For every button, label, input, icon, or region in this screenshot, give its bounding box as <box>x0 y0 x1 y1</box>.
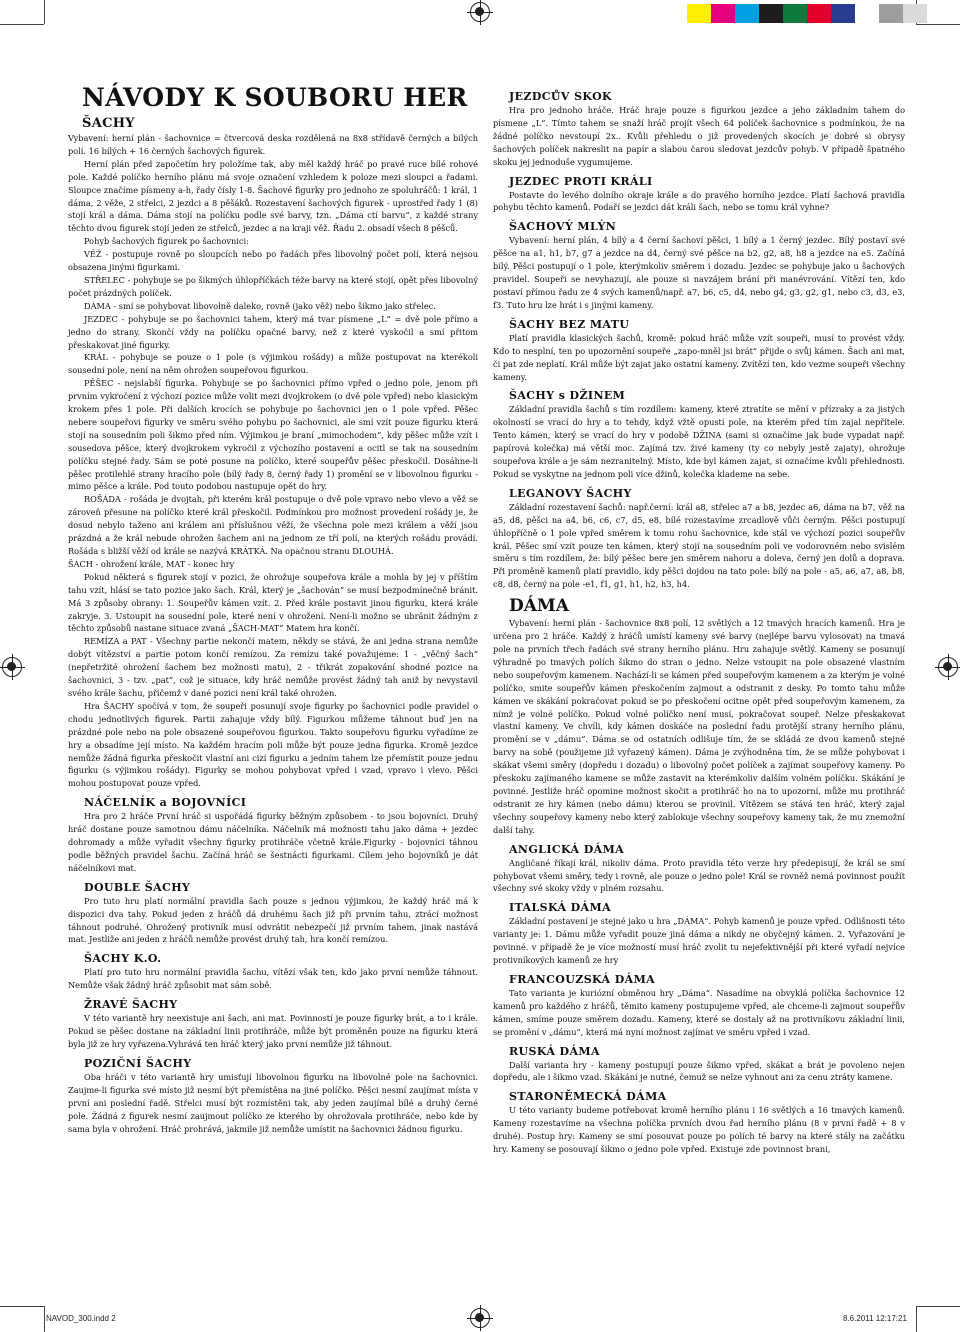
body-paragraph: Tato varianta je kuriózní obměnou hry „Dáma“. Nasadíme na obvyklá políčka šachovnice 12 kamenů pro každého z hráčů, těmito kameny postupujeme vpřed, ale chceme-li zajmout soupeřův kámen, smíme pouze směrem dozadu. Kameny, které se dostaly až na protivníkovu základní linii, se promění v „dámu“, která má nyní možnost zajímat ve směru vpřed i vzad. <box>493 987 905 1037</box>
color-bar-swatch <box>687 4 711 23</box>
color-bar-swatch <box>759 4 783 23</box>
body-paragraph: ŠACH - ohrožení krále, MAT - konec hry <box>68 558 235 569</box>
body-paragraph: VĚŽ - postupuje rovně po sloupcích nebo po řadách přes libovolný počet polí, která nejsou obsazena jinými figurkami. <box>68 249 478 273</box>
body-paragraph: Vybavení: herní plán - šachovnice = čtvercová deska rozdělená na 8x8 střídavě černých a bílých polí. 16 bílých + 16 černých šachových figurek. <box>68 133 478 156</box>
body-paragraph: Základní rozestavení šachů: např.černí: král a8, střelec a7 a b8, jezdec a6, dáma na b7, věž na a5, d8, pěšci na a4, b6, c6, c7, d5, e8, bílé rozestavíme zrcadlově vůči černým. Pěšci postupují úhlopříčně o 1 pole vpřed směrem k tomu rohu šachovnice, kde stál ve výchozí pozici soupeřův král. Pěšec smí vzít pouze ten kámen, který stojí na sousedním poli ve vodorovném nebo svislém směru s tím rozdílem, že: bílý pěšec bere jen směrem nahoru a doleva, černý jen dolů a doprava. Při proměně kamenů platí pravidlo, kdy pěšci dojdou na tato pole: bílý na pole - a5, a6, a7, a8, b8, c8, d8, černý na pole -e1, f1, g1, h1, h2, h3, h4. <box>493 501 905 590</box>
section-title: DÁMA <box>509 596 569 617</box>
body-paragraph: REMÍZA a PAT - Všechny partie nekončí matem, někdy se stává, že ani jedna strana nemůže dobýt vítězství a partie potom končí remízou. Za remízu také považujeme: 1 - „věčný šach“ (nepřetržité ohrožení šachem bez možnosti matu), 2 - třikrát zopakování shodné pozice na šachovnici, 3 - tzv. „pat“, což je situace, kdy hráč nemůže provést žádný tah aniž by nevystavil svého krále šachu, přičemž v dané pozici není král také ohrožen. <box>68 636 478 698</box>
body-paragraph: V této variantě hry neexistuje ani šach, ani mat. Povinností je pouze figurky brát, a to i krále. Pokud se pěšec dostane na základní linii protihráče, může být proměněn pouze na figurku která byla již ze hry vyřazena.Vyhrává ten hráč který jako první nemůže již táhnout. <box>68 1013 478 1049</box>
registration-mark-top <box>470 2 490 22</box>
section-heading: POZIČNÍ ŠACHY <box>84 1056 192 1070</box>
body-paragraph: U této varianty budeme potřebovat kromě herního plánu i 16 světlých a 16 tmavých kamenů. Kameny rozestavíme na všechna políčka prvních dvou řad herního plánu (8 v první řadě + 8 v druhé). Postup hry: Kameny se smí posouvat pouze po polích té barvy na které stály na začátku hry. Kameny se posouvají šikmo o jedno pole vpřed. Existuje zde povinnost brani, <box>493 1105 905 1155</box>
body-paragraph: Platí pro tuto hru normální pravidla šachu, vítězí však ten, kdo jako první nemůže táhnout. Nemůže však žádný hráč způsobit mat sám sobě. <box>68 967 478 991</box>
section-heading: JEZDEC PROTI KRÁLI <box>509 174 653 188</box>
crop-mark <box>916 1306 960 1307</box>
section-title: ŠACHY <box>82 116 135 131</box>
section-heading: STARONĚMECKÁ DÁMA <box>509 1090 667 1104</box>
crop-mark <box>0 1306 44 1307</box>
section-heading: NÁČELNÍK a BOJOVNÍCI <box>84 796 247 810</box>
color-bar-swatch <box>879 4 903 23</box>
crop-mark <box>916 24 960 25</box>
right-column <box>493 84 905 1156</box>
crop-mark <box>44 0 45 24</box>
body-paragraph: Základní pravidla šachů s tím rozdílem: kameny, které ztratíte se mění v přízraky a za jistých okolností se vrací do hry a to tehdy, když vžtě opustí pole, na kterém před tím zajal nepřítele. Tento kámen, který se vrací do hry v podobě DŽINA (sami si označíme jak bude vypadat např. papírová kolečka) má větší moc. Zajímá tzv. živé kameny (ty co nebyly jestě zajaty), ohrožuje soupeřova krále a je sám nezranitelný. Místo, kde byl kámen zajat, si označíme kvůli přehlednosti. Pokud se vyskytne na jednom poli více džinů, kolečka klademe na sebe. <box>493 404 905 479</box>
crop-mark <box>44 1306 45 1332</box>
section-heading: FRANCOUZSKÁ DÁMA <box>509 972 656 986</box>
registration-mark-bottom <box>470 1308 490 1328</box>
section-heading: ANGLICKÁ DÁMA <box>509 842 625 856</box>
left-column <box>68 84 478 1135</box>
body-paragraph: Další varianta hry - kameny postupují pouze šikmo vpřed, skákat a brát je povoleno nejen dopředu, ale i šikmo vzad. Skákání je nutné, čemuž se nelze vyhnout ani za cenu ztráty kamene. <box>493 1059 905 1083</box>
section-heading: ITALSKÁ DÁMA <box>509 901 612 915</box>
section-heading: ŽRAVÉ ŠACHY <box>84 998 178 1012</box>
body-paragraph: Postavte do levého dolního okraje krále a do pravého horního jezdce. Platí šachová pravidla pohybu těchto kamenů. Podaří se jezdci dát králi šach, nebo se tomu král vyhne? <box>493 189 905 213</box>
body-paragraph: JEZDEC - pohybuje se po šachovnici tahem, který má tvar písmene „L“ = dvě pole přímo a jedno do strany. Skončí vždy na políčku opačné barvy, než z které vyskočil a smí přitom přeskakovat jiné figurky. <box>68 313 478 350</box>
body-paragraph: Pokud některá s figurek stojí v pozici, že ohrožuje soupeřova krále a mohla by jej v příštím tahu vzít, hlásí se tato pozice jako šach. Král, který je „šachován“ se musí bezpodmínečně bránit. Má 3 způsoby obrany: 1. Soupeřův kámen vzít. 2. Před krále postavit jinou figurku, která krále zakryje. 3. Ustoupit na sousední pole, které není v ohrožení. Není-li možno se ubránit žádným z těchto způsobů nastane situace zvaná „ŠACH-MAT“ Matem hra končí. <box>68 571 478 634</box>
body-paragraph: Vybavení: herní plán - šachovnice 8x8 polí, 12 světlých a 12 tmavých hracích kamenů. Hra je určena pro 2 hráče. Každý z hráčů umístí kameny své barvy (nejlépe barvu vylosovat) na tmavá pole na prvních třech řadách své strany herního plánu. Hru zahajuje světlý. Kameny se posunují výhradně po tmavých polích šikmo do stran o jedno. Nelze vstoupit na pole obsazené vlastním nebo soupeřovým kamenem. Nachází-li se kámen před soupeřovým kamenem a za kterým je volné políčko, smite soupeřův kámen přeskočením zajmout a odstranit z desky. Po tomto tahu může kámen ve skákání pokračovat pokud se po přeskočení ocitne opět před soupeřovým kamenem, za nímž je volné políčko. Pokud volné políčko není musí, pokračovat soupeř. Nelze přeskakovat vlastní kameny. Ve chvíli, kdy kámen doskáče na poslední řadu protější strany herního plánu, promění se v „dámu“. Dáma se od ostatních odlišuje tím, že se skládá ze dvou kamenů stejné barvy na sobě (použijeme již vyřazený kámen). Dáma je zvýhodněna tím, že se může pohybovat i skákat všemi směry (dopředu i dozadu) o libovolný počet políček a zajímat soupeřovy kameny. Po přeskoku zajímaného kamene se může zastavit na kterémkoliv dalším volném políčku. Skákání je povinné. Jestliže hráč opomine možnost skočit a protihráč ho na to upozorní, může mu protihráč odstranit ze hry kámen (nebo dámu) kterou se provinil. Vítězem se stává ten hráč, který zajal všechny soupeřovy kameny nebo který zablokuje všechny soupeřovy kameny tak, že mu znemožní další tahy. <box>493 618 905 835</box>
body-paragraph: KRÁL - pohybuje se pouze o 1 pole (s výjimkou rošády) a může postupovat na kterékoli sousední pole, není na něm ohrožen soupeřovou figurkou. <box>68 352 478 376</box>
color-bars <box>687 4 927 23</box>
color-bar-swatch <box>783 4 807 23</box>
section-heading: ŠACHY BEZ MATU <box>509 317 630 331</box>
color-bar-swatch <box>807 4 831 23</box>
body-paragraph: STŘELEC - pohybuje se po šikmých úhlopříčkách téže barvy na které stojí, opět přes libovolný počet prázdných políček. <box>68 274 478 298</box>
page-title: NÁVODY K SOUBORU HER <box>82 83 468 112</box>
body-paragraph: Hra pro 2 hráče První hráč si uspořádá figurky běžným způsobem - to jsou bojovníci. Druhý hráč dostane pouze samotnou dámu náčelníka. Náčelník má možnosti tahu jako dáma + jezdec dohromady a může vyřadit všechny figurky protihráče včetně krále.Figurky - bojovníci táhnou podle běžných pravidel šachu. Začíná hráč se šestnácti figurkami. Cílem jeho bojovníků je dát náčelníkovi mat. <box>68 811 478 873</box>
body-paragraph: ROŠÁDA - rošáda je dvojtah, při kterém král postupuje o dvě pole vpravo nebo vlevo a věž se zároveň přesune na políčko které král přeskočil. Podmínkou pro možnost provedení rošády je, že dosud nebylo taženo ani králem ani příslušnou věží, že všechna pole mezi králem a věží jsou prázdná a že král nebude ohrožen šachem ani na jednom ze tří polí, na kterých rošádu provádí. Rošáda s bližší věží od krále se nazývá KRÁTKÁ. Na opačnou stranu DLOUHÁ. <box>68 494 478 556</box>
section-heading: ŠACHY K.O. <box>84 952 162 966</box>
section-heading: LEGANOVY ŠACHY <box>509 486 632 500</box>
color-bar-swatch <box>855 4 879 23</box>
registration-mark-right <box>938 657 958 677</box>
section-heading: DOUBLE ŠACHY <box>84 880 191 894</box>
color-bar-swatch <box>711 4 735 23</box>
body-paragraph: Základní postavení je stejné jako u hra „DÁMA“. Pohyb kamenů je pouze vpřed. Odlišnosti této varianty je: 1. Dámu může vyřadit pouze jiná dáma a nikdy ne obyčejný kámen. 2. Vyřazování je povinné. v případě že je více možností musí hráč zvolit tu nejefektivnější při které vyřadí nejvíce protivníkových kamenů ze hry <box>493 916 905 966</box>
color-bar-swatch <box>735 4 759 23</box>
body-paragraph: Platí pravidla klasických šachů, kromě: pokud hráč může vzít soupeři, musí to provést vždy. Kdo to nesplní, ten po upozornění soupeře „zapo-mněl jsi brát“ přijde o svůj kámen. Šach ani mat, či pat zde neplatí. Král může být zajat jako ostatní kameny. Zvítězí ten, kdo vezme soupeři všechny kameny. <box>493 332 905 382</box>
body-paragraph: Hra ŠACHY spočívá v tom, že soupeři posunují svoje figurky po šachovnici podle pravidel o chodu jednotlivých figurek. Partii zahajuje vždy bílý. Figurkou můžeme táhnout buď jen na prázdné pole nebo na pole obsazené soupeřovou figurkou. Takto soupeřovu figurku vyřadíme ze hry a obsadíme její místo. Na každém hracím poli může být pouze jedna figurka. Kromě jezdce nemůže žádná figurka přeskočit vlastní ani cizí figurku a jedním tahem lze přemístit pouze jednu figurku (s výjimkou rošády). Figurky se mohou pohybovat vpřed i vzad, vpravo i vlevo. Pěšci mohou postupovat pouze vpřed. <box>68 700 478 789</box>
body-paragraph: Pro tuto hru platí normální pravidla šach pouze s jednou výjimkou, že každý hráč má k dispozici dva tahy. Pokud jeden z hráčů dá druhému šach již při prvním tahu, ztrácí možnost táhnout podruhé. Ohrožený protivník musí odvrátit nebezpečí již prvním tahem, jinak nastává mat. Jestliže ani jeden z hráčů nemůže provést druhý tah, hra končí remízou. <box>68 895 478 945</box>
body-paragraph: Angličané říkají král, nikoliv dáma. Proto pravidla této verze hry předepisují, že král se smí pohybovat všemi směry, tedy i rovně, ale pouze o jedno pole! Král se rovněž nemá povinnost použít všechny své skoky vždy v plném rozsahu. <box>493 857 905 894</box>
body-paragraph: Vybavení: herní plán, 4 bílý a 4 černí šachoví pěšci, 1 bílý a 1 černý jezdec. Bílý postaví své pěšce na a1, h1, b7, g7 a jezdce na d4, černý své pěšce na b2, g2, a8, h8 a jezdce na e5. Začíná bílý. Pěšci postupují o 1 pole, kterýmkoliv směrem i dozadu. Jezdec se pohybuje jako u šachových pravidel. Soupeři se nevyhazují, ale pouze si navzájem brání při manévrování. Vítězí ten, kdo postaví přímou řadu ze 4 svých kamenů/např. a7, b6, c5, d4, nebo g4, g3, g2, g1, nebo c3, d3, e3, f3. Tuto hru lze hrát i s jinými kameny. <box>493 235 905 310</box>
section-heading: ŠACHOVÝ MLÝN <box>509 220 617 234</box>
color-bar-swatch <box>903 4 927 23</box>
body-paragraph: PĚŠEC - nejslabší figurka. Pohybuje se po šachovnici přímo vpřed o jedno pole, jenom při prvním vykročení z výchozí pozice může volit mezi dvojkrokem (o dvě pole vpřed) nebo klasickým krokem přes 1 pole. Při dalších krocích se pohybuje po šachovnici jen o 1 pole vpřed. Pěšec nebere soupeřovi figurky ve směru svého pohybu po šachovnici, ale smí vzít pouze figurku která stojí na sousedním poli šikmo před ním. Výjimkou je braní „mimochodem“, kdy pěšec může vzít i sousedova pěšce, který dvojkrokem vykročil z výchozího postavení a ocitl se tak na sousedním políčku stejné řady. Sám se poté posune na políčko, které soupeřův pěšec přeskočil. Dosáhne-li pěšec protilehlé strany hracího pole (bílý řady 8, černý řady 1) promění se v libovolnou figurku - mimo pěšce a krále. Pod touto podobou nastupuje opět do hry. <box>68 378 478 492</box>
registration-mark-left <box>2 657 22 677</box>
footer-left: NAVOD_300.indd 2 <box>46 1314 116 1323</box>
color-bar-swatch <box>831 4 855 23</box>
crop-mark <box>0 24 44 25</box>
body-paragraph: Pohyb šachových figurek po šachovnici: <box>84 236 249 247</box>
section-heading: JEZDCŮV SKOK <box>509 90 613 103</box>
body-paragraph: Oba hráči v této variantě hry umisťují libovolnou figurku na libovolné pole na šachovnici. Zaujme-li figurka své místo již nesmí být přemístěna na jiné políčko. Pěšci nesmí zaujímat místa v první ani poslední řadě. Střelci musí být rozmístěni tak, aby jeden zaujímal bílé a druhý černé pole. Žádná z figurek nesmí zaujmout políčko ze kterého by ohrožovala protihráče, nebo kde by sama byla v ohrožení. Hráč prohrává, jakmile již nemůže umístit na šachovnici žádnou figurku. <box>68 1071 478 1134</box>
crop-mark <box>916 1306 917 1332</box>
body-paragraph: Herní plán před započetím hry položíme tak, aby měl každý hráč po pravé ruce bílé rohové pole. Každé políčko herního plánu má svoje označení vzhledem k poloze mezi sloupci a řadami. Sloupce značíme písmeny a-h, řady čísly 1-8. Šachové figurky pro jednoho ze spoluhráčů: 1 král, 1 dáma, 2 věže, 2 střelci, 2 jezdci a 8 pěšáků. Rozestavení šachových figurek - uprostřed řady 1 (8) stojí král a dáma. Dáma stojí na políčku podle své barvy, tzn. „Dáma ctí barvu“, z každé strany těchto dvou figurek stojí jeden ze střelců, jezdec a na kraji věž. Řadu 2. obsadí všech 8 pěšců. <box>68 158 478 234</box>
section-heading: ŠACHY s DŽINEM <box>509 389 626 403</box>
section-heading: RUSKÁ DÁMA <box>509 1044 600 1058</box>
body-paragraph: Hra pro jednoho hráče. Hráč hraje pouze s figurkou jezdce a jeho základním tahem do písmene „L“. Tímto tahem se snaží hráč projít všech 64 políček šachovnice s podmínkou, že na žádné políčko nevstoupí 2x.. Kvůli přehledu o již provedených skocích je dobré si obrysy šachových políček nakreslit na papír a slabou čarou sledovat jezdcův pohyb. V případě špatného skoku jej jednoduše vygumujeme. <box>493 105 905 167</box>
footer-right: 8.6.2011 12:17:21 <box>843 1314 907 1323</box>
body-paragraph: DÁMA - smí se pohybovat libovolně daleko, rovně (jako věž) nebo šikmo jako střelec. <box>84 300 436 311</box>
